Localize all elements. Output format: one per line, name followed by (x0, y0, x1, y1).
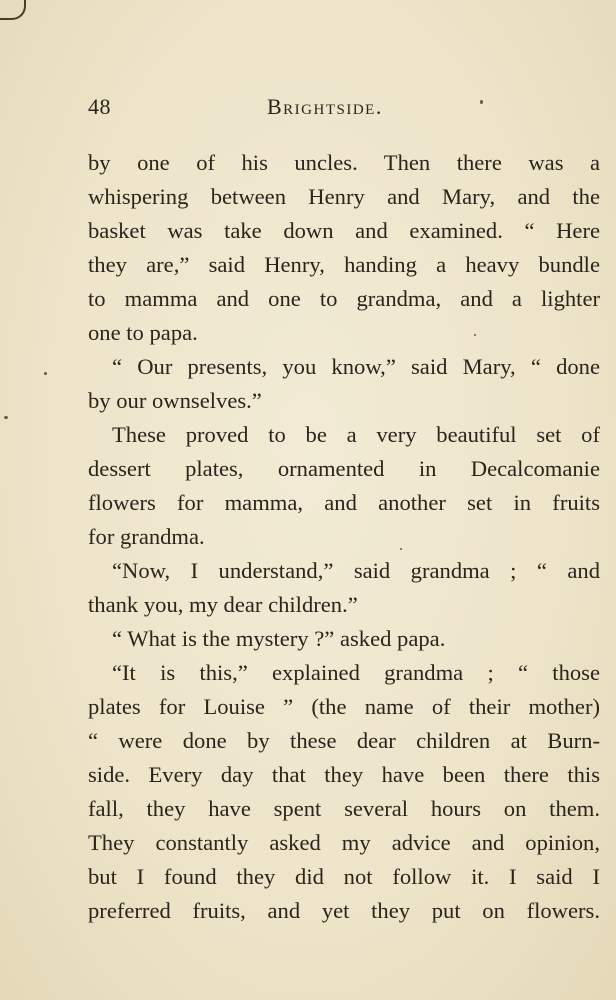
text-line: thank you, my dear children.” (88, 592, 358, 617)
paper-speck (44, 372, 47, 375)
paper-speck (474, 334, 476, 336)
text-line: “Now, I understand,” said grandma ; “ and (112, 558, 600, 583)
page-number: 48 (88, 94, 111, 119)
text-line: by our ownselves.” (88, 388, 262, 413)
text-line: they are,” said Henry, handing a heavy bundle (88, 252, 600, 277)
page-header (88, 94, 528, 124)
text-line: dessert plates, ornamented in Decalcomanie (88, 456, 600, 481)
text-line: “It is this,” explained grandma ; “ those (112, 660, 600, 685)
text-line: “ What is the mystery ?” asked papa. (112, 626, 446, 651)
text-line: preferred fruits, and yet they put on flowers. (88, 898, 600, 923)
text-line: “ were done by these dear children at Burn- (88, 728, 600, 753)
page-corner-mark (0, 0, 26, 20)
text-line: side. Every day that they have been there this (88, 762, 600, 787)
text-line: for grandma. (88, 524, 205, 549)
text-line: fall, they have spent several hours on them. (88, 796, 600, 821)
text-line: “ Our presents, you know,” said Mary, “ done (112, 354, 600, 379)
paper-speck (480, 100, 483, 104)
text-line: basket was take down and examined. “ Here (88, 218, 600, 243)
text-line: They constantly asked my advice and opinion, (88, 830, 600, 855)
text-line: These proved to be a very beautiful set of (112, 422, 600, 447)
paper-speck (400, 548, 402, 550)
text-line: but I found they did not follow it. I said I (88, 864, 600, 889)
text-line: one to papa. (88, 320, 198, 345)
text-line: flowers for mamma, and another set in fruits (88, 490, 600, 515)
text-line: plates for Louise ” (the name of their mother) (88, 694, 600, 719)
paper-speck (4, 416, 8, 419)
text-line: to mamma and one to grandma, and a lighter (88, 286, 600, 311)
body-text (88, 146, 600, 928)
text-line: whispering between Henry and Mary, and the (88, 184, 600, 209)
text-line: by one of his uncles. Then there was a (88, 150, 600, 175)
running-head: Brightside. (267, 94, 383, 119)
